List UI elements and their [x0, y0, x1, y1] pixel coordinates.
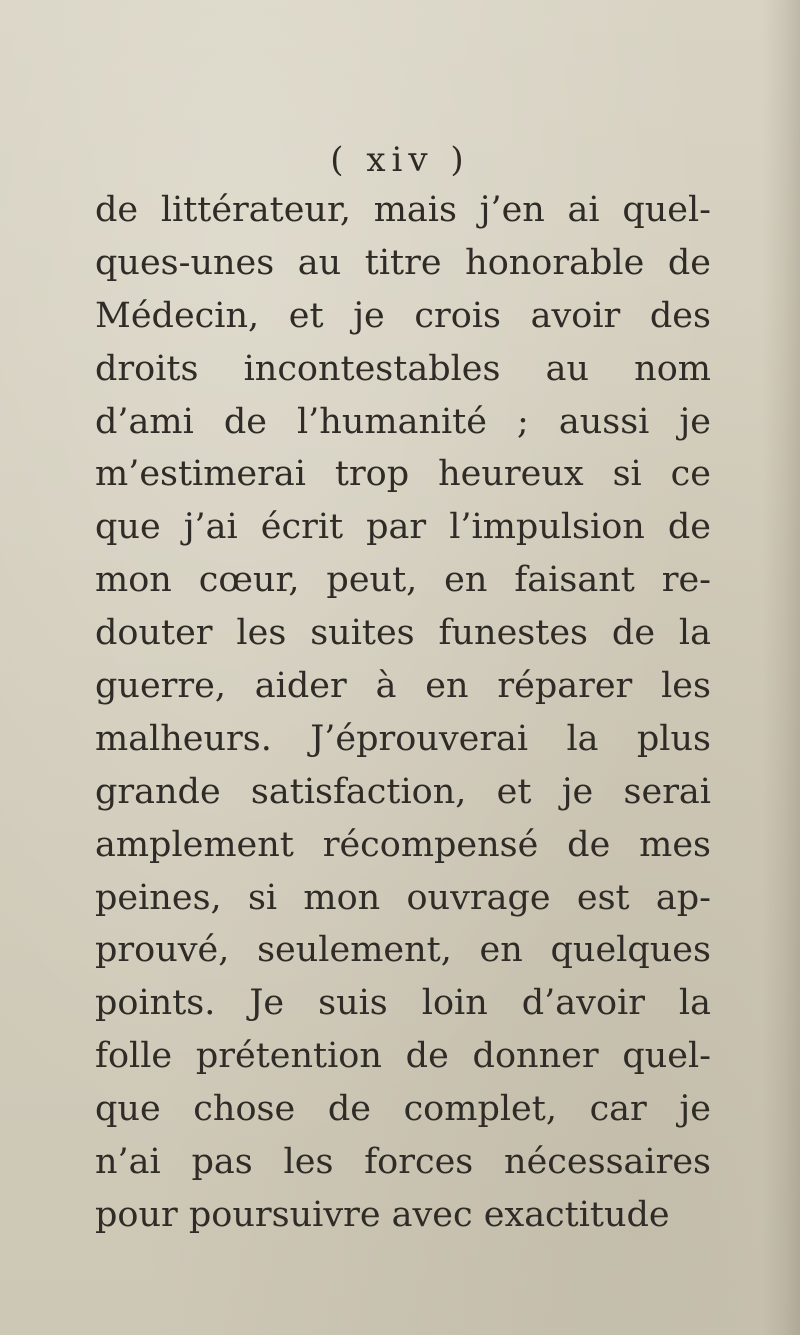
text-line: n’ai pas les forces nécessaires	[95, 1142, 711, 1183]
text-line: ques-unes au titre honorable de	[95, 242, 711, 283]
text-line: m’estimerai trop heureux si ce	[95, 454, 711, 495]
text-line: droits incontestables au nom	[95, 348, 711, 389]
text-line: amplement récompensé de mes	[95, 824, 711, 865]
text-line: peines, si mon ouvrage est ap-	[95, 877, 711, 918]
text-line: malheurs. J’éprouverai la plus	[95, 718, 711, 759]
text-line: folle prétention de donner quel-	[95, 1036, 711, 1077]
text-line: pour poursuivre avec exactitude	[95, 1194, 670, 1235]
text-line: points. Je suis loin d’avoir la	[95, 983, 711, 1024]
text-line: que chose de complet, car je	[95, 1089, 711, 1130]
text-line: Médecin, et je crois avoir des	[95, 295, 711, 336]
text-line: que j’ai écrit par l’impulsion de	[95, 507, 711, 548]
text-line: d’ami de l’humanité ; aussi je	[95, 401, 711, 442]
text-line: guerre, aider à en réparer les	[95, 666, 711, 707]
text-line: de littérateur, mais j’en ai quel-	[95, 190, 711, 230]
page-fold-shadow	[762, 0, 800, 1335]
text-line: prouvé, seulement, en quelques	[95, 930, 711, 971]
text-line: grande satisfaction, et je serai	[95, 771, 711, 812]
page-number: ( xiv )	[330, 140, 470, 180]
text-line: douter les suites funestes de la	[95, 613, 711, 654]
text-line: mon cœur, peut, en faisant re-	[95, 560, 711, 601]
body-text	[95, 184, 711, 1242]
